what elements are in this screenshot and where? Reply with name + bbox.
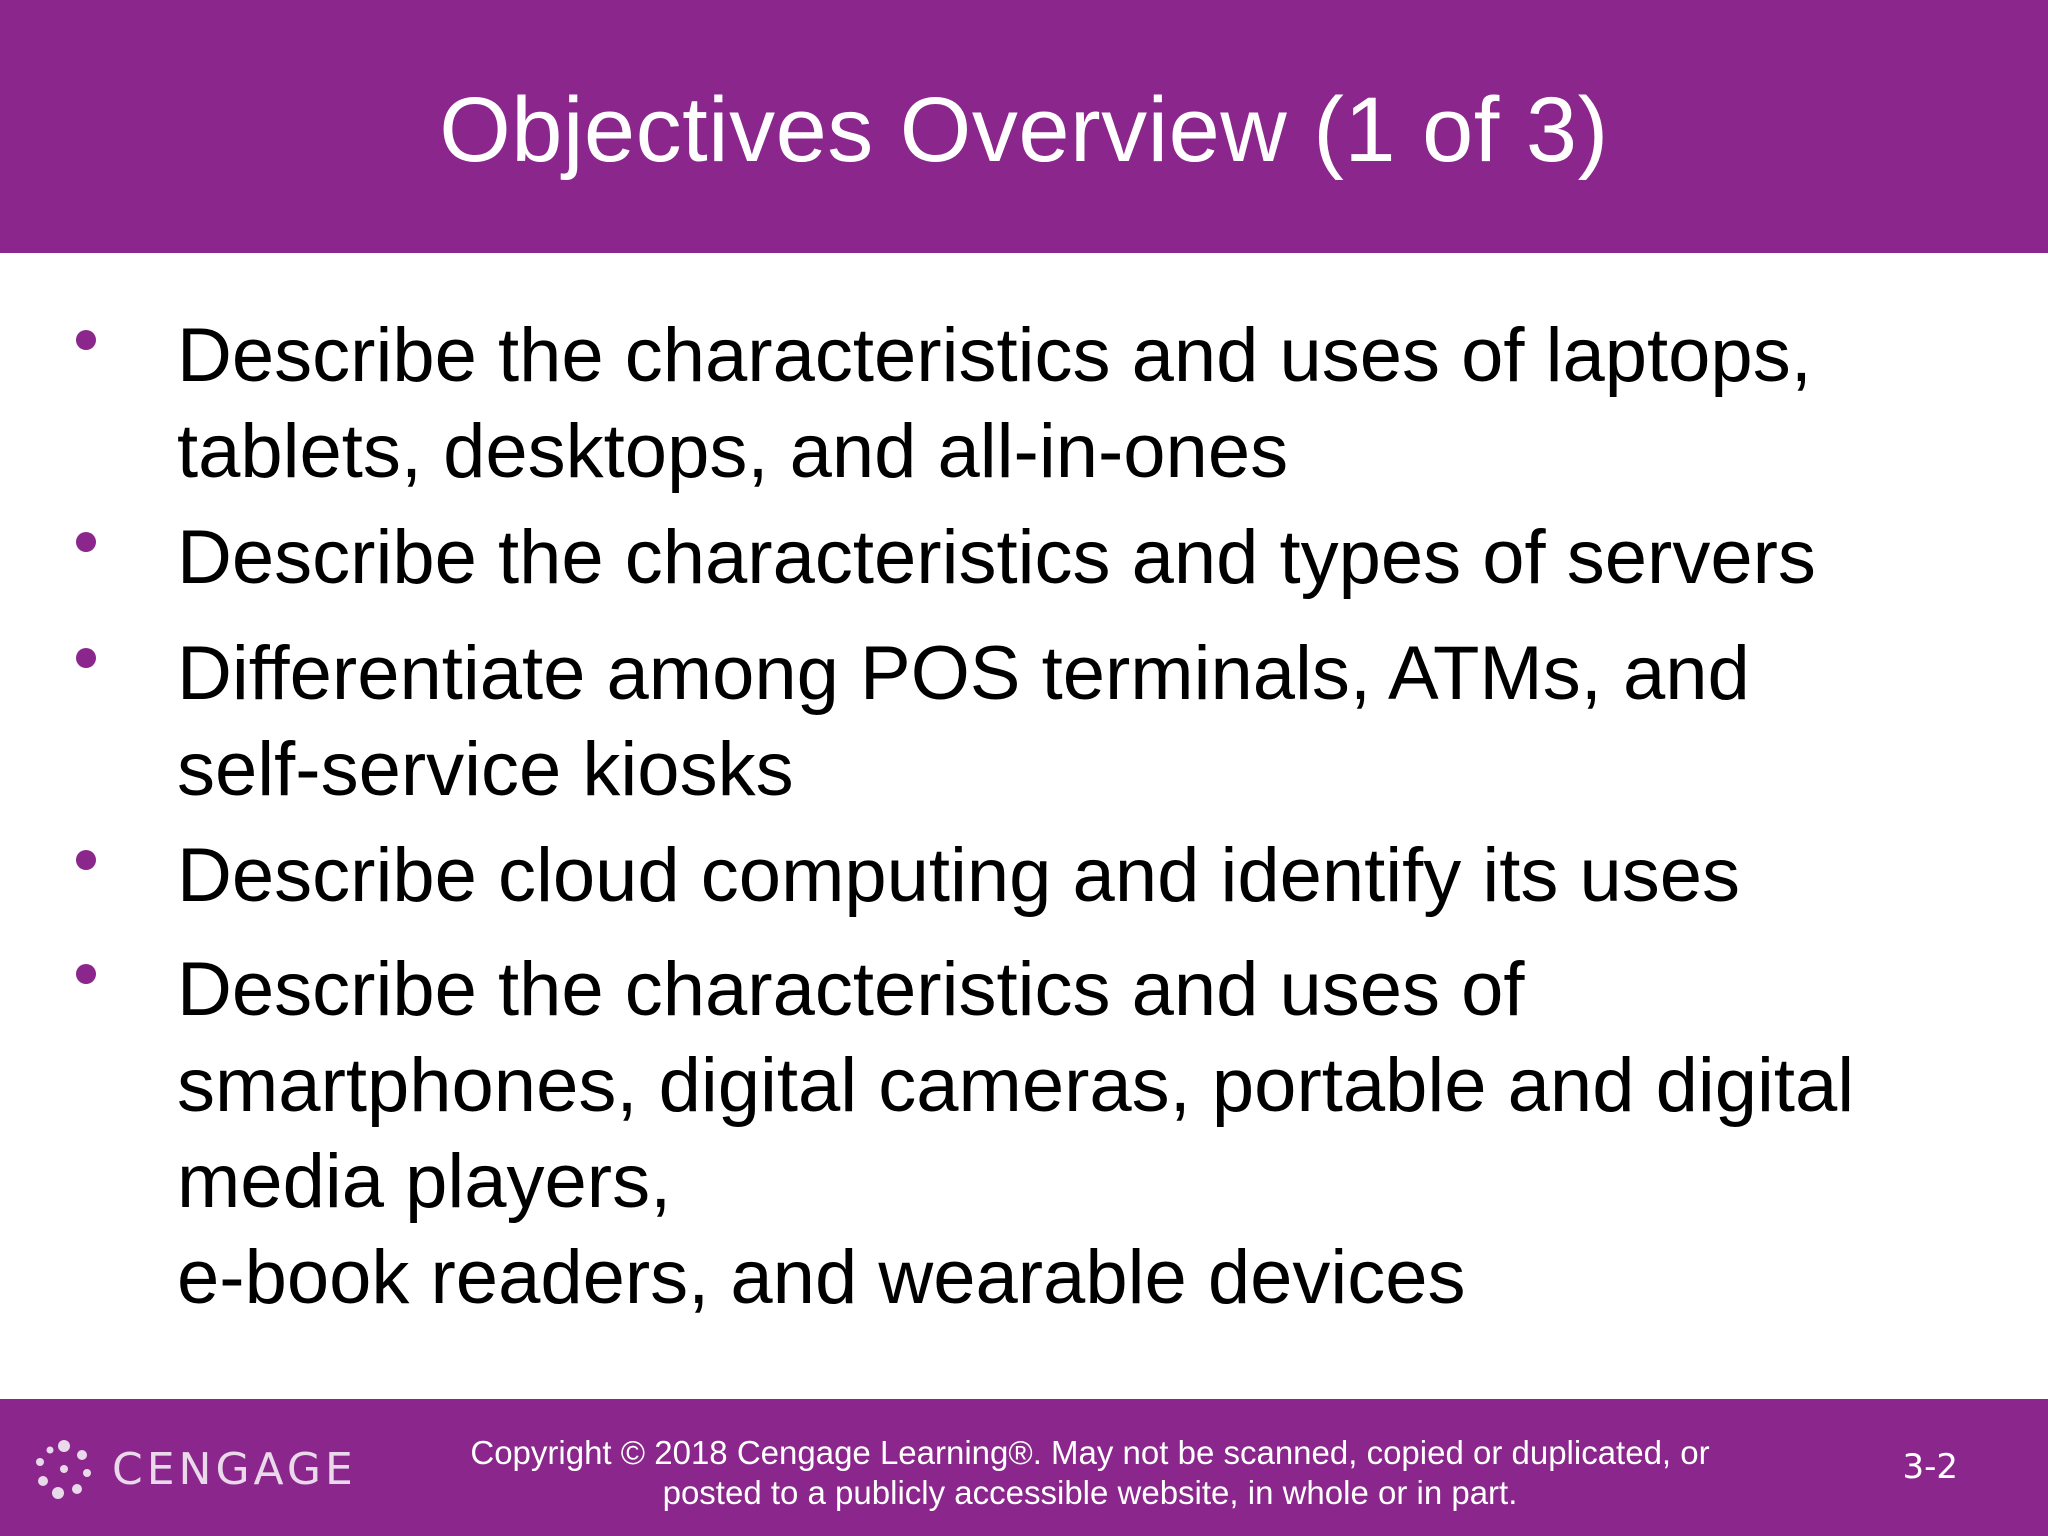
slide-title: Objectives Overview (1 of 3) [439, 79, 1609, 181]
bullet-icon [76, 964, 96, 984]
title-bar [0, 0, 2048, 253]
bullet-text: Differentiate among POS terminals, ATMs, and self-service kiosks [177, 631, 1750, 812]
bullet-icon [76, 648, 96, 668]
logo-wordmark: CENGAGE [112, 1443, 357, 1495]
bullet-text: Describe the characteristics and uses of smartphones, digital cameras, portable and digital media players, e-book readers, and wearable devices [177, 947, 1855, 1320]
bullet-icon [76, 850, 96, 870]
footer-bar [0, 1399, 2048, 1536]
slide-number: 3-2 [1902, 1447, 1958, 1487]
bullet-text: Describe the characteristics and types of servers [177, 515, 1816, 600]
cengage-logo-icon [30, 1435, 98, 1503]
bullet-text: Describe the characteristics and uses of laptops, tablets, desktops, and all-in-ones [177, 313, 1812, 494]
bullet-icon [76, 330, 96, 350]
bullet-icon [76, 532, 96, 552]
bullet-text: Describe cloud computing and identify its uses [177, 833, 1741, 918]
cengage-logo [30, 1439, 357, 1499]
copyright-notice: Copyright © 2018 Cengage Learning®. May not be scanned, copied or duplicated, or posted to a publicly accessible website, in whole or in part. [470, 1434, 1710, 1511]
